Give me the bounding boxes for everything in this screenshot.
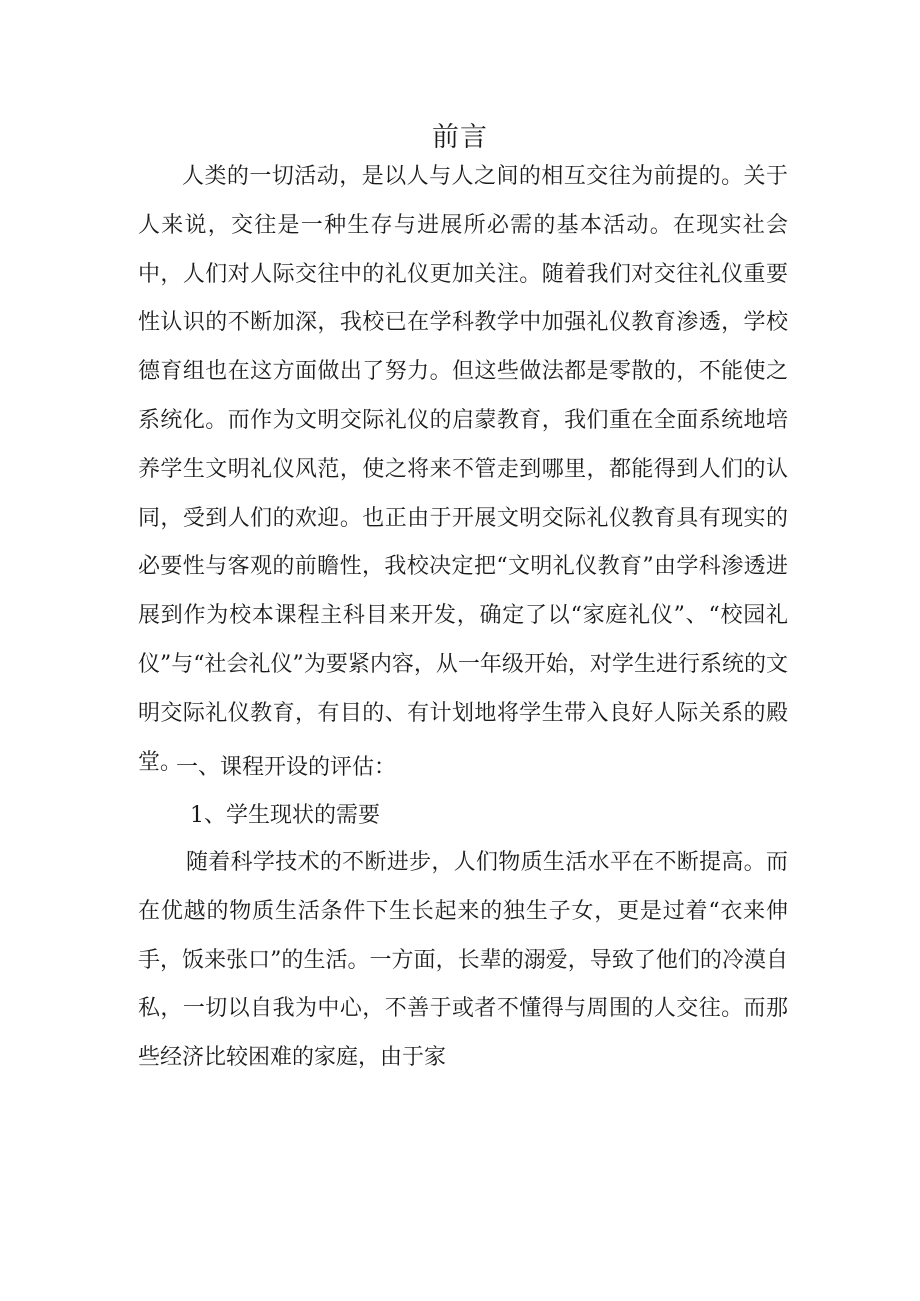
document-title: 前言 bbox=[432, 122, 488, 153]
paragraph-student-status: 随着科学技术的不断进步，人们物质生活水平在不断提高。而在优越的物质生活条件下生长起来的独生子女，更是过着“衣来伸手，饭来张口”的生活。一方面，长辈的溺爱，导致了他们的冷漠自私，一切以自我为中心，不善于或者不懂得与周围的人交往。而那些经济比较困难的家庭，由于家 bbox=[138, 850, 788, 1071]
subsection-heading: 1、学生现状的需要 bbox=[190, 803, 380, 828]
paragraph-intro: 人类的一切活动，是以人与人之间的相互交往为前提的。关于人来说，交往是一种生存与进展所必需的基本活动。在现实社会中，人们对人际交往中的礼仪更加关注。随着我们对交往礼仪重要性认识的不断加深，我校已在学科教学中加强礼仪教育渗透，学校德育组也在这方面做出了努力。但这些做法都是零散的，不能使之系统化。而作为文明交际礼仪的启蒙教育，我们重在全面系统地培养学生文明礼仪风范，使之将来不管走到哪里，都能得到人们的认同，受到人们的欢迎。也正由于开展文明交际礼仪教育具有现实的必要性与客观的前瞻性，我校决定把“文明礼仪教育”由学科渗透进展到作为校本课程主科目来开发，确定了以“家庭礼仪”、“校园礼仪”与“社会礼仪”为要紧内容，从一年级开始，对学生进行系统的文明交际礼仪教育，有目的、有计划地将学生带入良好人际关系的殿堂。 bbox=[138, 164, 788, 775]
section-heading: 一、课程开设的评估： bbox=[176, 755, 397, 780]
